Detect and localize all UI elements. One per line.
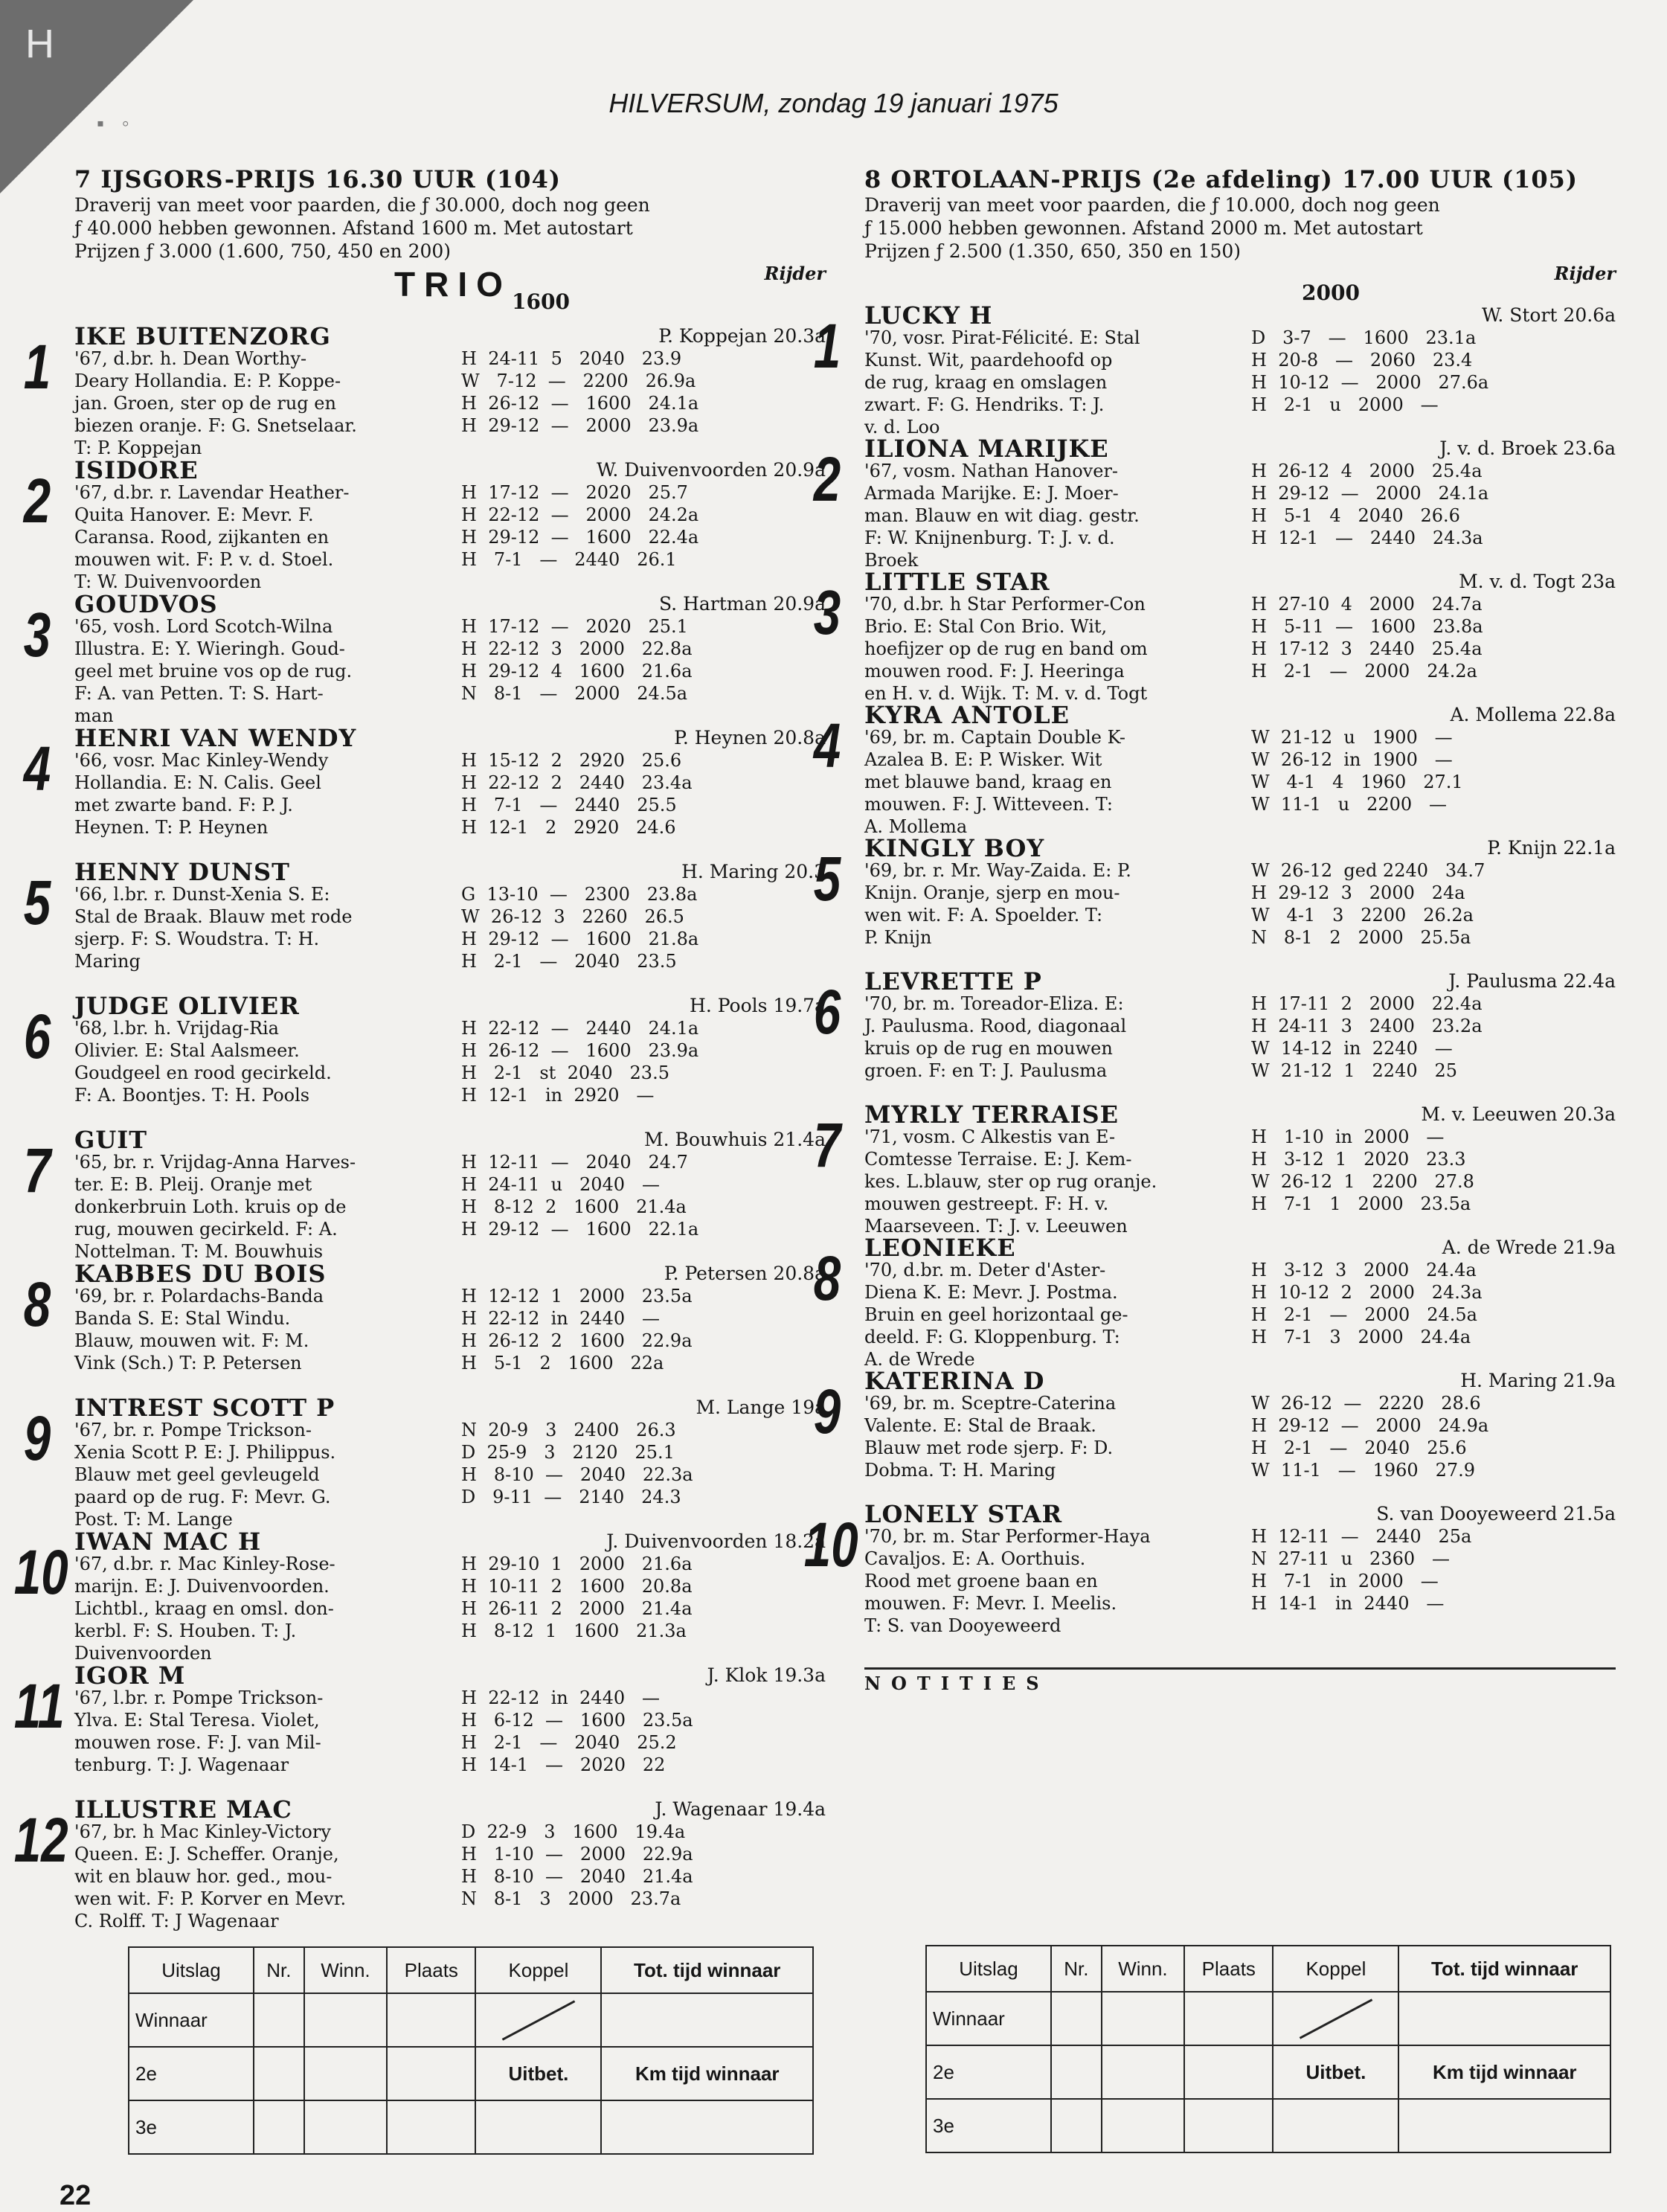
- start-number: 8: [813, 1243, 841, 1313]
- row-winnaar: Winnaar: [926, 1992, 1051, 2045]
- start-number: 10: [13, 1537, 68, 1607]
- horse-name: KATERINA D: [864, 1367, 1045, 1395]
- horse-description: '70, vosr. Pirat-Félicité. E: Stal Kunst. Wit, paardehoofd op de rug, kraag en omslagen zwart. F: G. Hendriks. T: J. v. d. Loo: [864, 327, 1140, 437]
- row-3e: 3e: [926, 2099, 1051, 2152]
- cell[interactable]: [1184, 2099, 1273, 2152]
- print-marks: ▪ ◦: [97, 112, 135, 135]
- recent-results: H 17-11 2 2000 22.4a H 24-11 3 2400 23.2a W 14-12 in 2240 — W 21-12 1 2240 25: [1251, 993, 1483, 1081]
- rider-record: M. v. Leeuwen 20.3a: [1421, 1103, 1616, 1125]
- start-number: 1: [23, 332, 51, 402]
- rider-record: S. Hartman 20.9a: [658, 593, 826, 615]
- horse-entry: [23, 1126, 826, 1262]
- rider-record: M. v. d. Togt 23a: [1459, 571, 1616, 592]
- horse-entry: [813, 1367, 1616, 1500]
- horse-list: [13, 322, 826, 1932]
- horse-entry: [23, 1260, 826, 1394]
- recent-results: W 26-12 — 2220 28.6 H 29-12 — 2000 24.9a H 2-1 — 2040 25.6 W 11-1 — 1960 27.9: [1251, 1393, 1489, 1481]
- horse-name: ILIONA MARIJKE: [864, 435, 1109, 463]
- recent-results: H 29-10 1 2000 21.6a H 10-11 2 1600 20.8a H 26-11 2 2000 21.4a H 8-12 1 1600 21.3a: [461, 1554, 693, 1641]
- cell[interactable]: [1398, 2099, 1610, 2152]
- recent-results: D 22-9 3 1600 19.4a H 1-10 — 2000 22.9a H 8-10 — 2040 21.4a N 8-1 3 2000 23.7a: [461, 1821, 693, 1909]
- horse-list: [803, 301, 1616, 1636]
- horse-entry: [813, 568, 1616, 704]
- start-number: 7: [813, 1110, 841, 1180]
- start-number: 6: [23, 1001, 51, 1071]
- recent-results: D 3-7 — 1600 23.1a H 20-8 — 2060 23.4 H 10-12 — 2000 27.6a H 2-1 u 2000 —: [1251, 327, 1489, 415]
- race-conditions: Draverij van meet voor paarden, die ƒ 10.000, doch nog geen ƒ 15.000 hebben gewonnen. Afstand 2000 m. Met autostart: [864, 194, 1440, 239]
- horse-name: LEONIEKE: [864, 1234, 1016, 1262]
- horse-description: '67, d.br. r. Lavendar Heather- Quita Hanover. E: Mevr. F. Caransa. Rood, zijkanten en mouwen wit. F: P. v. d. Stoel. T: W. Duivenvoorden: [74, 482, 350, 592]
- horse-name: LITTLE STAR: [864, 568, 1050, 596]
- rider-record: P. Koppejan 20.3a: [658, 325, 826, 347]
- cell[interactable]: [304, 2047, 388, 2100]
- horse-description: '69, br. r. Polardachs-Banda Banda S. E: Stal Windu. Blauw, mouwen wit. F: M. Vink (Sch.) T: P. Petersen: [74, 1286, 324, 1373]
- horse-description: '66, vosr. Mac Kinley-Wendy Hollandia. E: N. Calis. Geel met zwarte band. F: P. J. Heynen. T: P. Heynen: [74, 750, 329, 838]
- horse-name: IKE BUITENZORG: [74, 322, 331, 350]
- race-prizes: Prijzen ƒ 3.000 (1.600, 750, 450 en 200): [74, 240, 452, 262]
- horse-description: '70, d.br. h Star Performer-Con Brio. E: Stal Con Brio. Wit, hoefijzer op de rug en band om mouwen rood. F: J. Heeringa en H. v. d. Wijk. T: M. v. d. Togt: [864, 594, 1148, 704]
- horse-entry: [813, 834, 1616, 967]
- race-subheader: [74, 263, 826, 322]
- horse-entry: [23, 858, 826, 992]
- header-plaats: Plaats: [387, 1947, 475, 1993]
- header-nr: Nr.: [254, 1947, 304, 1993]
- recent-results: W 26-12 ged 2240 34.7 H 29-12 3 2000 24a W 4-1 3 2200 26.2a N 8-1 2 2000 25.5a: [1251, 860, 1485, 948]
- recent-results: H 17-12 — 2020 25.7 H 22-12 — 2000 24.2a H 29-12 — 1600 22.4a H 7-1 — 2440 26.1: [461, 482, 699, 570]
- cell[interactable]: [1102, 1992, 1185, 2045]
- start-number: 2: [23, 466, 51, 536]
- horse-name: KINGLY BOY: [864, 834, 1045, 862]
- koppel-slash: [475, 1993, 601, 2047]
- header-nr: Nr.: [1051, 1946, 1102, 1992]
- km-tijd-label: Km tijd winnaar: [1398, 2045, 1610, 2099]
- rijder-label: Rijder: [764, 263, 826, 284]
- horse-entry: [23, 724, 826, 858]
- row-2e: 2e: [926, 2045, 1051, 2099]
- rider-record: W. Stort 20.6a: [1482, 304, 1616, 326]
- cell[interactable]: [387, 2047, 475, 2100]
- header-tot-tijd: Tot. tijd winnaar: [1398, 1946, 1610, 1992]
- race-title: 8 ORTOLAAN-PRIJS (2e afdeling) 17.00 UUR (105): [864, 165, 1578, 193]
- horse-name: GUIT: [74, 1126, 148, 1154]
- horse-description: '70, br. m. Star Performer-Haya Cavaljos. E: A. Oorthuis. Rood met groene baan en mouwen. F: Mevr. I. Meelis. T: S. van Dooyeweerd: [864, 1526, 1151, 1636]
- start-number: 1: [813, 311, 841, 381]
- start-number: 2: [813, 444, 841, 514]
- horse-name: HENNY DUNST: [74, 858, 290, 886]
- rider-record: J. Duivenvoorden 18.2a: [606, 1530, 826, 1552]
- start-number: 7: [23, 1135, 51, 1205]
- horse-name: IWAN MAC H: [74, 1527, 262, 1556]
- result-table-right: [925, 1945, 1611, 2153]
- rider-record: P. Heynen 20.8a: [674, 727, 826, 748]
- horse-name: INTREST SCOTT P: [74, 1394, 335, 1422]
- header-winn: Winn.: [304, 1947, 388, 1993]
- horse-entry: [813, 1100, 1616, 1237]
- horse-description: '68, l.br. h. Vrijdag-Ria Olivier. E: Stal Aalsmeer. Goudgeel en rood gecirkeld. F: A. Boontjes. T: H. Pools: [74, 1018, 332, 1106]
- cell[interactable]: [601, 1993, 813, 2047]
- start-number: 4: [813, 711, 841, 780]
- start-number: 6: [813, 977, 841, 1047]
- cell[interactable]: [1051, 2099, 1102, 2152]
- rider-record: J. Paulusma 22.4a: [1448, 970, 1616, 992]
- recent-results: H 12-12 1 2000 23.5a H 22-12 in 2440 — H 26-12 2 1600 22.9a H 5-1 2 1600 22a: [461, 1286, 693, 1373]
- cell[interactable]: [1051, 2045, 1102, 2099]
- cell[interactable]: [601, 2100, 813, 2154]
- start-number: 3: [813, 577, 841, 647]
- horse-description: '66, l.br. r. Dunst-Xenia S. E: Stal de Braak. Blauw met rode sjerp. F: S. Woudstra. T: H. Maring: [74, 884, 353, 972]
- rider-record: J. v. d. Broek 23.6a: [1439, 437, 1616, 459]
- recent-results: H 3-12 3 2000 24.4a H 10-12 2 2000 24.3a H 2-1 — 2000 24.5a H 7-1 3 2000 24.4a: [1251, 1260, 1483, 1347]
- race-title: 7 IJSGORS-PRIJS 16.30 UUR (104): [74, 165, 561, 193]
- page-number: 22: [60, 2180, 91, 2211]
- rider-record: M. Bouwhuis 21.4a: [644, 1129, 826, 1150]
- cell[interactable]: [1102, 2045, 1185, 2099]
- rider-record: J. Klok 19.3a: [707, 1664, 826, 1686]
- result-table-left: [128, 1946, 814, 2155]
- rider-record: H. Maring 21.9a: [1460, 1370, 1616, 1391]
- horse-description: '70, d.br. m. Deter d'Aster- Diena K. E: Mevr. J. Postma. Bruin en geel horizontaal ge- deeld. F: G. Kloppenburg. T: A. de Wrede: [864, 1260, 1128, 1370]
- horse-entry: [23, 590, 826, 726]
- header-koppel: Koppel: [475, 1947, 601, 1993]
- recent-results: G 13-10 — 2300 23.8a W 26-12 3 2260 26.5 H 29-12 — 1600 21.8a H 2-1 — 2040 23.5: [461, 884, 699, 972]
- horse-description: '70, br. m. Toreador-Eliza. E: J. Paulusma. Rood, diagonaal kruis op de rug en mouwen groen. F: en T: J. Paulusma: [864, 993, 1127, 1081]
- race-subheader: [864, 263, 1616, 305]
- horse-entry: [803, 1500, 1616, 1636]
- horse-description: '67, d.br. r. Mac Kinley-Rose- marijn. E: J. Duivenvoorden. Lichtbl., kraag en omsl. don- kerbl. F: S. Houben. T: J. Duivenvoorden: [74, 1554, 335, 1664]
- header-uitslag: Uitslag: [129, 1947, 254, 1993]
- horse-name: ISIDORE: [74, 456, 199, 484]
- horse-entry: [13, 1661, 826, 1795]
- horse-name: MYRLY TERRAISE: [864, 1100, 1119, 1129]
- start-number: 9: [813, 1376, 841, 1446]
- horse-description: '67, d.br. h. Dean Worthy- Deary Hollandia. E: P. Koppe- jan. Groen, ster op de rug en biezen oranje. F: G. Snetselaar. T: P. Koppejan: [74, 348, 357, 458]
- race-8-column: [803, 165, 1616, 1694]
- horse-description: '71, vosm. C Alkestis van E- Comtesse Terraise. E: J. Kem- kes. L.blauw, ster op rug oranje. mouwen gestreept. F: H. v. Maarseveen. T: J. v. Leeuwen: [864, 1126, 1157, 1237]
- header-winn: Winn.: [1102, 1946, 1185, 1992]
- recent-results: H 12-11 — 2040 24.7 H 24-11 u 2040 — H 8-12 2 1600 21.4a H 29-12 — 1600 22.1a: [461, 1152, 699, 1240]
- horse-description: '67, l.br. r. Pompe Trickson- Ylva. E: Stal Teresa. Violet, mouwen rose. F: J. van Mil- tenburg. T: J. Wagenaar: [74, 1687, 324, 1775]
- row-3e: 3e: [129, 2100, 254, 2154]
- cell[interactable]: [254, 2047, 304, 2100]
- start-number: 8: [23, 1269, 51, 1339]
- row-2e: 2e: [129, 2047, 254, 2100]
- horse-description: '67, br. r. Pompe Trickson- Xenia Scott P. E: J. Philippus. Blauw met geel gevleugeld paard op de rug. F: Mevr. G. Post. T: M. Lange: [74, 1420, 336, 1530]
- horse-name: LEVRETTE P: [864, 967, 1042, 996]
- recent-results: H 22-12 in 2440 — H 6-12 — 1600 23.5a H 2-1 — 2040 25.2 H 14-1 — 2020 22: [461, 1687, 693, 1775]
- start-number: 12: [13, 1805, 68, 1875]
- race-prizes: Prijzen ƒ 2.500 (1.350, 650, 350 en 150): [864, 240, 1242, 262]
- horse-name: HENRI VAN WENDY: [74, 724, 357, 752]
- row-winnaar: Winnaar: [129, 1993, 254, 2047]
- distance-label: 2000: [1302, 280, 1360, 305]
- header-plaats: Plaats: [1184, 1946, 1273, 1992]
- horse-name: LUCKY H: [864, 301, 993, 330]
- recent-results: H 24-11 5 2040 23.9 W 7-12 — 2200 26.9a H 26-12 — 1600 24.1a H 29-12 — 2000 23.9a: [461, 348, 699, 436]
- horse-name: JUDGE OLIVIER: [74, 992, 300, 1020]
- recent-results: H 26-12 4 2000 25.4a H 29-12 — 2000 24.1a H 5-1 4 2040 26.6 H 12-1 — 2440 24.3a: [1251, 461, 1489, 548]
- rider-record: H. Pools 19.7a: [690, 995, 826, 1016]
- horse-name: ILLUSTRE MAC: [74, 1795, 292, 1824]
- start-number: 10: [803, 1510, 858, 1580]
- cell[interactable]: [1051, 1992, 1102, 2045]
- trio-label: TRIO: [394, 265, 512, 304]
- horse-description: '67, br. h Mac Kinley-Victory Queen. E: J. Scheffer. Oranje, wit en blauw hor. ged., mou- wen wit. F: P. Korver en Mevr. C. Rolff. T: J Wagenaar: [74, 1821, 347, 1932]
- uitbet-label: Uitbet.: [475, 2047, 601, 2100]
- uitbet-label: Uitbet.: [1273, 2045, 1398, 2099]
- horse-entry: [813, 435, 1616, 571]
- recent-results: H 12-11 — 2440 25a N 27-11 u 2360 — H 7-1 in 2000 — H 14-1 in 2440 —: [1251, 1526, 1472, 1614]
- horse-entry: [23, 456, 826, 592]
- horse-name: KYRA ANTOLE: [864, 701, 1070, 729]
- cell[interactable]: [1398, 1992, 1610, 2045]
- horse-description: '65, br. r. Vrijdag-Anna Harves- ter. E: B. Pleij. Oranje met donkerbruin Loth. kruis op de rug, mouwen gecirkeld. F: A. Nottelman. T: M. Bouwhuis: [74, 1152, 356, 1262]
- cell[interactable]: [254, 1993, 304, 2047]
- recent-results: H 1-10 in 2000 — H 3-12 1 2020 23.3 W 26-12 1 2200 27.8 H 7-1 1 2000 23.5a: [1251, 1126, 1474, 1214]
- horse-name: KABBES DU BOIS: [74, 1260, 327, 1288]
- horse-entry: [813, 301, 1616, 437]
- distance-label: 1600: [512, 289, 570, 314]
- horse-entry: [813, 1234, 1616, 1370]
- rider-record: W. Duivenvoorden 20.9a: [597, 459, 826, 481]
- horse-entry: [13, 1527, 826, 1664]
- recent-results: W 21-12 u 1900 — W 26-12 in 1900 — W 4-1 4 1960 27.1 W 11-1 u 2200 —: [1251, 727, 1463, 815]
- horse-entry: [23, 992, 826, 1126]
- page-header: HILVERSUM, zondag 19 januari 1975: [608, 88, 1059, 118]
- rider-record: M. Lange 19a: [696, 1397, 826, 1418]
- recent-results: H 27-10 4 2000 24.7a H 5-11 — 1600 23.8a H 17-12 3 2440 25.4a H 2-1 — 2000 24.2a: [1251, 594, 1483, 682]
- horse-entry: [23, 1394, 826, 1530]
- rijder-label: Rijder: [1554, 263, 1616, 284]
- cell[interactable]: [254, 2100, 304, 2154]
- horse-description: '69, br. m. Captain Double K- Azalea B. E: P. Wisker. Wit met blauwe band, kraag en mouwen. F: J. Witteveen. T: A. Mollema: [864, 727, 1125, 837]
- cell[interactable]: [387, 1993, 475, 2047]
- horse-entry: [13, 1795, 826, 1932]
- start-number: 9: [23, 1403, 51, 1473]
- header-koppel: Koppel: [1273, 1946, 1398, 1992]
- header-tot-tijd: Tot. tijd winnaar: [601, 1947, 813, 1993]
- cell[interactable]: [1184, 1992, 1273, 2045]
- recent-results: H 17-12 — 2020 25.1 H 22-12 3 2000 22.8a H 29-12 4 1600 21.6a N 8-1 — 2000 24.5a: [461, 616, 693, 704]
- rider-record: P. Knijn 22.1a: [1487, 837, 1616, 859]
- start-number: 4: [23, 734, 51, 804]
- recent-results: N 20-9 3 2400 26.3 D 25-9 3 2120 25.1 H 8-10 — 2040 22.3a D 9-11 — 2140 24.3: [461, 1420, 693, 1507]
- rider-record: J. Wagenaar 19.4a: [655, 1798, 826, 1820]
- rider-record: A. de Wrede 21.9a: [1442, 1237, 1616, 1258]
- horse-description: '65, vosh. Lord Scotch-Wilna Illustra. E: Y. Wieringh. Goud- geel met bruine vos op de rug. F: A. van Petten. T: S. Hart- man: [74, 616, 353, 726]
- start-number: 5: [23, 868, 51, 937]
- start-number: 11: [13, 1671, 65, 1741]
- cell[interactable]: [304, 2100, 388, 2154]
- header-uitslag: Uitslag: [926, 1946, 1051, 1992]
- horse-name: IGOR M: [74, 1661, 186, 1690]
- corner-letter: H: [25, 22, 54, 66]
- cell[interactable]: [1102, 2099, 1185, 2152]
- horse-entry: [813, 701, 1616, 837]
- horse-name: GOUDVOS: [74, 590, 218, 618]
- horse-entry: [23, 322, 826, 458]
- horse-description: '69, br. r. Mr. Way-Zaida. E: P. Knijn. Oranje, sjerp en mou- wen wit. F: A. Spoelder. T: P. Knijn: [864, 860, 1131, 948]
- horse-description: '67, vosm. Nathan Hanover- Armada Marijke. E: J. Moer- man. Blauw en wit diag. gestr. F: W. Knijnenburg. T: J. v. d. Broek: [864, 461, 1140, 571]
- notities-heading: NOTITIES: [864, 1667, 1616, 1694]
- horse-entry: [813, 967, 1616, 1100]
- cell[interactable]: [1184, 2045, 1273, 2099]
- recent-results: H 15-12 2 2920 25.6 H 22-12 2 2440 23.4a H 7-1 — 2440 25.5 H 12-1 2 2920 24.6: [461, 750, 693, 838]
- horse-name: LONELY STAR: [864, 1500, 1063, 1528]
- rider-record: A. Mollema 22.8a: [1450, 704, 1616, 725]
- race-conditions: Draverij van meet voor paarden, die ƒ 30.000, doch nog geen ƒ 40.000 hebben gewonnen. Afstand 1600 m. Met autostart: [74, 194, 650, 239]
- horse-description: '69, br. m. Sceptre-Caterina Valente. E: Stal de Braak. Blauw met rode sjerp. F: D. Dobma. T: H. Maring: [864, 1393, 1117, 1481]
- km-tijd-label: Km tijd winnaar: [601, 2047, 813, 2100]
- cell[interactable]: [387, 2100, 475, 2154]
- cell[interactable]: [304, 1993, 388, 2047]
- rider-record: P. Petersen 20.8a: [664, 1263, 826, 1284]
- cell[interactable]: [1273, 2099, 1398, 2152]
- cell[interactable]: [475, 2100, 601, 2154]
- recent-results: H 22-12 — 2440 24.1a H 26-12 — 1600 23.9a H 2-1 st 2040 23.5 H 12-1 in 2920 —: [461, 1018, 699, 1106]
- start-number: 5: [813, 844, 841, 914]
- rider-record: H. Maring 20.3: [681, 861, 826, 882]
- koppel-slash: [1273, 1992, 1398, 2045]
- rider-record: S. van Dooyeweerd 21.5a: [1376, 1503, 1616, 1525]
- start-number: 3: [23, 600, 51, 670]
- race-7-column: [13, 165, 826, 1932]
